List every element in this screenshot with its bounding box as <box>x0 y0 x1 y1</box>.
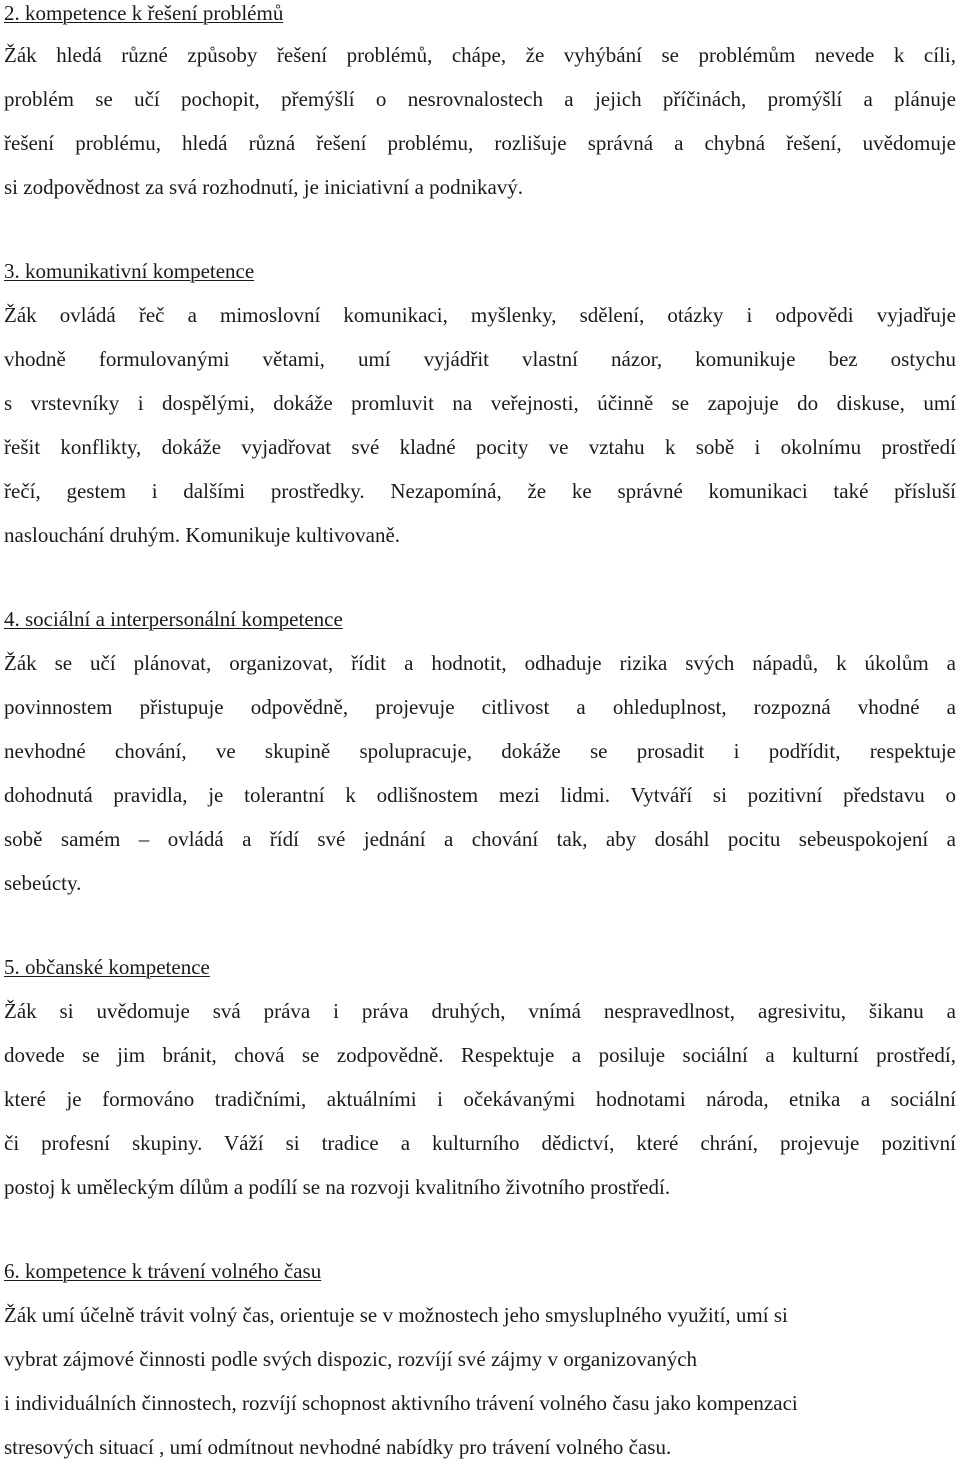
section-paragraph <box>4 641 956 905</box>
section-heading: 5. občanské kompetence <box>4 955 210 979</box>
paragraph-line: Žák si uvědomuje svá práva i práva druhých, vnímá nespravedlnost, agresivitu, šikanu a <box>4 999 956 1023</box>
section-social-interpersonal <box>4 608 956 905</box>
paragraph-line: Žák hledá různé způsoby řešení problémů, chápe, že vyhýbání se problémům nevede k cíli, <box>4 43 956 67</box>
section-communicative <box>4 260 956 557</box>
paragraph-line: si zodpovědnost za svá rozhodnutí, je iniciativní a podnikavý. <box>4 175 524 199</box>
paragraph-line: Žák ovládá řeč a mimoslovní komunikaci, myšlenky, sdělení, otázky i odpovědi vyjadřuje <box>4 303 956 327</box>
paragraph-line: řešit konflikty, dokáže vyjadřovat své kladné pocity ve vztahu k sobě i okolnímu prostředí <box>4 435 956 459</box>
paragraph-line: postoj k uměleckým dílům a podílí se na rozvoji kvalitního životního prostředí. <box>4 1175 671 1199</box>
paragraph-line: vybrat zájmové činnosti podle svých dispozic, rozvíjí své zájmy v organizovaných <box>4 1347 698 1371</box>
section-heading: 6. kompetence k trávení volného času <box>4 1259 322 1283</box>
section-heading: 4. sociální a interpersonální kompetence <box>4 607 343 631</box>
paragraph-line: vhodně formulovanými větami, umí vyjádřit vlastní názor, komunikuje bez ostychu <box>4 347 956 371</box>
section-leisure <box>4 1260 956 1469</box>
paragraph-line: řečí, gestem i dalšími prostředky. Nezapomíná, že ke správné komunikaci také přísluší <box>4 479 956 503</box>
section-heading: 3. komunikativní kompetence <box>4 259 255 283</box>
paragraph-line: povinnostem přistupuje odpovědně, projevuje citlivost a ohleduplnost, rozpozná vhodné a <box>4 695 956 719</box>
paragraph-line: stresových situací , umí odmítnout nevhodné nabídky pro trávení volného času. <box>4 1435 672 1459</box>
section-paragraph <box>4 1293 956 1469</box>
paragraph-line: i individuálních činnostech, rozvíjí schopnost aktivního trávení volného času jako kompenzaci <box>4 1391 798 1415</box>
section-heading: 2. kompetence k řešení problémů <box>4 1 284 25</box>
paragraph-line: sobě samém – ovládá a řídí své jednání a chování tak, aby dosáhl pocitu sebeuspokojení a <box>4 827 956 851</box>
section-problem-solving <box>4 0 956 209</box>
paragraph-line: naslouchání druhým. Komunikuje kultivovaně. <box>4 523 401 547</box>
paragraph-line: dovede se jim bránit, chová se zodpovědně. Respektuje a posiluje sociální a kulturní prostředí, <box>4 1043 956 1067</box>
paragraph-line: Žák se učí plánovat, organizovat, řídit a hodnotit, odhaduje rizika svých nápadů, k úkolům a <box>4 651 956 675</box>
section-paragraph <box>4 989 956 1209</box>
paragraph-line: nevhodné chování, ve skupině spolupracuje, dokáže se prosadit i podřídit, respektuje <box>4 739 956 763</box>
section-paragraph <box>4 33 956 209</box>
section-civic <box>4 956 956 1209</box>
paragraph-line: které je formováno tradičními, aktuálními i očekávanými hodnotami národa, etnika a sociální <box>4 1087 956 1111</box>
paragraph-line: Žák umí účelně trávit volný čas, orientuje se v možnostech jeho smysluplného využití, umí si <box>4 1303 788 1327</box>
paragraph-line: řešení problému, hledá různá řešení problému, rozlišuje správná a chybná řešení, uvědomuje <box>4 131 956 155</box>
section-paragraph <box>4 293 956 557</box>
paragraph-line: dohodnutá pravidla, je tolerantní k odlišnostem mezi lidmi. Vytváří si pozitivní představu o <box>4 783 956 807</box>
paragraph-line: či profesní skupiny. Váží si tradice a kulturního dědictví, které chrání, projevuje pozitivní <box>4 1131 956 1155</box>
paragraph-line: problém se učí pochopit, přemýšlí o nesrovnalostech a jejich příčinách, promýšlí a plánuje <box>4 87 956 111</box>
paragraph-line: s vrstevníky i dospělými, dokáže promluvit na veřejnosti, účinně se zapojuje do diskuse, umí <box>4 391 956 415</box>
paragraph-line: sebeúcty. <box>4 871 82 895</box>
